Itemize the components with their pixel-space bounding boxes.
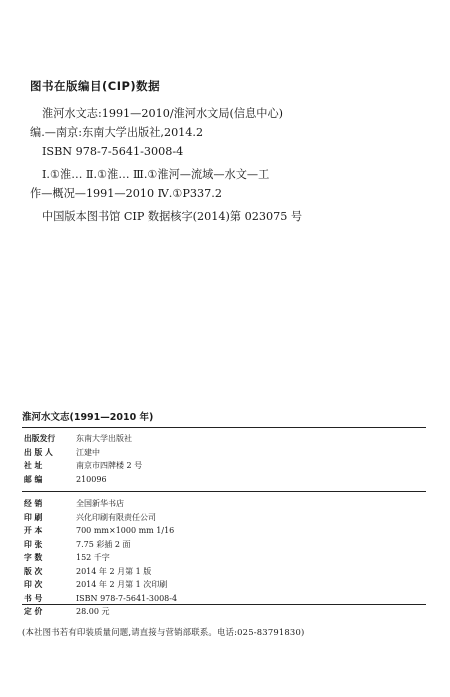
row-label: 经 销: [24, 499, 43, 509]
row-value: 2014 年 2 月第 1 次印刷: [76, 580, 168, 590]
row-value: 152 千字: [76, 553, 110, 563]
table-row: [24, 524, 424, 538]
cip-line: 作—概况—1991—2010 Ⅳ.①P337.2: [30, 187, 222, 200]
table-row: [24, 446, 424, 460]
table-row: [24, 551, 424, 565]
row-value: ISBN 978-7-5641-3008-4: [76, 593, 178, 603]
row-label: 社 址: [24, 461, 43, 471]
table-row: [24, 473, 424, 487]
table-row: [24, 432, 424, 446]
row-label: 印 张: [24, 539, 43, 549]
cip-block: [30, 78, 430, 226]
row-label: 出版发行: [24, 434, 56, 444]
cip-line: 淮河水文志:1991—2010/淮河水文局(信息中心): [42, 107, 284, 120]
table-row: [24, 538, 424, 552]
row-value: 南京市四牌楼 2 号: [76, 461, 143, 471]
row-value: 28.00 元: [76, 607, 110, 617]
table-row: [24, 592, 424, 606]
table-row: [24, 578, 424, 592]
row-label: 书 号: [24, 593, 43, 603]
book-title: 淮河水文志(1991—2010 年): [22, 412, 154, 423]
row-label: 印 次: [24, 580, 43, 590]
cip-line: ISBN 978-7-5641-3008-4: [42, 145, 184, 158]
row-label: 定 价: [24, 607, 43, 617]
cip-line: Ⅰ.①淮… Ⅱ.①淮… Ⅲ.①淮河—流域—水文—工: [42, 168, 270, 181]
row-value: 700 mm×1000 mm 1/16: [76, 526, 175, 536]
row-value: 7.75 彩插 2 面: [76, 539, 131, 549]
row-value: 东南大学出版社: [76, 434, 132, 444]
row-label: 版 次: [24, 566, 43, 576]
cip-line: 编.—南京:东南大学出版社,2014.2: [30, 126, 204, 139]
row-value: 2014 年 2 月第 1 版: [76, 566, 152, 576]
table-row: [24, 497, 424, 511]
row-label: 邮 编: [24, 474, 43, 484]
row-value: 210096: [76, 474, 107, 484]
row-label: 字 数: [24, 553, 43, 563]
row-value: 全国新华书店: [76, 499, 124, 509]
cip-line: 中国版本图书馆 CIP 数据核字(2014)第 023075 号: [42, 210, 303, 223]
divider: [22, 427, 426, 428]
table-row: [24, 511, 424, 525]
row-value: 江建中: [76, 447, 100, 457]
row-label: 印 刷: [24, 512, 43, 522]
divider: [22, 604, 426, 605]
table-row: [24, 605, 424, 619]
footer-note: (本社图书若有印装质量问题,请直接与营销部联系。电话:025-83791830): [22, 627, 305, 637]
cip-title: 图书在版编目(CIP)数据: [30, 79, 161, 93]
divider: [22, 491, 426, 492]
print-table: [24, 497, 424, 619]
table-row: [24, 565, 424, 579]
row-label: 开 本: [24, 526, 43, 536]
publisher-table: [24, 432, 424, 486]
row-label: 出 版 人: [24, 447, 53, 457]
table-row: [24, 459, 424, 473]
row-value: 兴化印刷有限责任公司: [76, 512, 156, 522]
